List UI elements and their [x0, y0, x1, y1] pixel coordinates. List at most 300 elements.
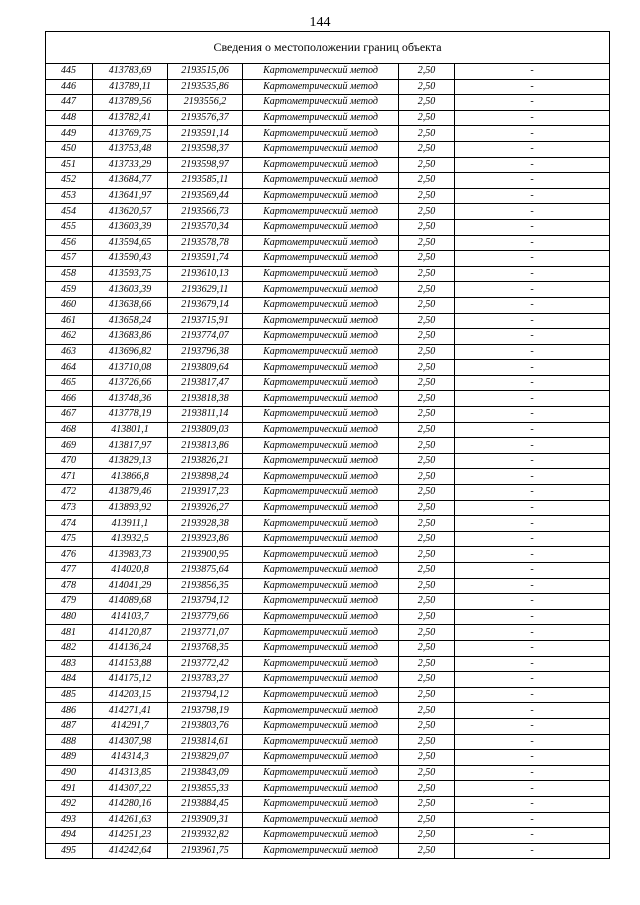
description-cell: - [455, 563, 610, 579]
method-cell: Картометрический метод [243, 204, 399, 220]
table-row [46, 578, 610, 594]
description-cell: - [455, 266, 610, 282]
description-cell: - [455, 703, 610, 719]
accuracy-cell: 2,50 [399, 266, 455, 282]
method-cell: Картометрический метод [243, 375, 399, 391]
boundary-coordinates-table [45, 31, 610, 859]
method-cell: Картометрический метод [243, 812, 399, 828]
description-cell: - [455, 79, 610, 95]
description-cell: - [455, 796, 610, 812]
method-cell: Картометрический метод [243, 469, 399, 485]
accuracy-cell: 2,50 [399, 781, 455, 797]
description-cell: - [455, 672, 610, 688]
accuracy-cell: 2,50 [399, 547, 455, 563]
table-row [46, 485, 610, 501]
description-cell: - [455, 718, 610, 734]
point-number-cell: 467 [46, 407, 93, 423]
point-number-cell: 454 [46, 204, 93, 220]
accuracy-cell: 2,50 [399, 750, 455, 766]
y-coordinate-cell: 2193794,12 [168, 594, 243, 610]
accuracy-cell: 2,50 [399, 563, 455, 579]
point-number-cell: 449 [46, 126, 93, 142]
x-coordinate-cell: 414291,7 [93, 718, 168, 734]
table-row [46, 204, 610, 220]
method-cell: Картометрический метод [243, 282, 399, 298]
table-row [46, 703, 610, 719]
method-cell: Картометрический метод [243, 64, 399, 80]
x-coordinate-cell: 414136,24 [93, 640, 168, 656]
description-cell: - [455, 173, 610, 189]
point-number-cell: 487 [46, 718, 93, 734]
y-coordinate-cell: 2193932,82 [168, 828, 243, 844]
method-cell: Картометрический метод [243, 95, 399, 111]
method-cell: Картометрический метод [243, 438, 399, 454]
accuracy-cell: 2,50 [399, 438, 455, 454]
x-coordinate-cell: 413593,75 [93, 266, 168, 282]
y-coordinate-cell: 2193884,45 [168, 796, 243, 812]
point-number-cell: 457 [46, 251, 93, 267]
point-number-cell: 455 [46, 219, 93, 235]
y-coordinate-cell: 2193679,14 [168, 297, 243, 313]
method-cell: Картометрический метод [243, 313, 399, 329]
description-cell: - [455, 141, 610, 157]
y-coordinate-cell: 2193961,75 [168, 843, 243, 859]
accuracy-cell: 2,50 [399, 765, 455, 781]
y-coordinate-cell: 2193814,61 [168, 734, 243, 750]
y-coordinate-cell: 2193591,14 [168, 126, 243, 142]
description-cell: - [455, 531, 610, 547]
x-coordinate-cell: 413789,56 [93, 95, 168, 111]
x-coordinate-cell: 414153,88 [93, 656, 168, 672]
point-number-cell: 447 [46, 95, 93, 111]
table-row [46, 329, 610, 345]
method-cell: Картометрический метод [243, 640, 399, 656]
accuracy-cell: 2,50 [399, 329, 455, 345]
accuracy-cell: 2,50 [399, 812, 455, 828]
x-coordinate-cell: 413801,1 [93, 422, 168, 438]
point-number-cell: 478 [46, 578, 93, 594]
description-cell: - [455, 438, 610, 454]
method-cell: Картометрический метод [243, 157, 399, 173]
y-coordinate-cell: 2193794,12 [168, 687, 243, 703]
method-cell: Картометрический метод [243, 500, 399, 516]
table-row [46, 375, 610, 391]
table-row [46, 563, 610, 579]
point-number-cell: 446 [46, 79, 93, 95]
point-number-cell: 451 [46, 157, 93, 173]
y-coordinate-cell: 2193591,74 [168, 251, 243, 267]
y-coordinate-cell: 2193809,64 [168, 360, 243, 376]
point-number-cell: 463 [46, 344, 93, 360]
point-number-cell: 470 [46, 453, 93, 469]
point-number-cell: 456 [46, 235, 93, 251]
y-coordinate-cell: 2193796,38 [168, 344, 243, 360]
y-coordinate-cell: 2193813,86 [168, 438, 243, 454]
y-coordinate-cell: 2193771,07 [168, 625, 243, 641]
accuracy-cell: 2,50 [399, 188, 455, 204]
method-cell: Картометрический метод [243, 547, 399, 563]
x-coordinate-cell: 413594,65 [93, 235, 168, 251]
table-row [46, 469, 610, 485]
table-row [46, 781, 610, 797]
table-row [46, 609, 610, 625]
x-coordinate-cell: 413829,13 [93, 453, 168, 469]
point-number-cell: 477 [46, 563, 93, 579]
description-cell: - [455, 687, 610, 703]
accuracy-cell: 2,50 [399, 79, 455, 95]
y-coordinate-cell: 2193783,27 [168, 672, 243, 688]
point-number-cell: 465 [46, 375, 93, 391]
accuracy-cell: 2,50 [399, 344, 455, 360]
accuracy-cell: 2,50 [399, 219, 455, 235]
table-row [46, 64, 610, 80]
point-number-cell: 495 [46, 843, 93, 859]
y-coordinate-cell: 2193826,21 [168, 453, 243, 469]
point-number-cell: 491 [46, 781, 93, 797]
description-cell: - [455, 391, 610, 407]
y-coordinate-cell: 2193768,35 [168, 640, 243, 656]
x-coordinate-cell: 413684,77 [93, 173, 168, 189]
method-cell: Картометрический метод [243, 219, 399, 235]
x-coordinate-cell: 413603,39 [93, 219, 168, 235]
table-row [46, 173, 610, 189]
point-number-cell: 458 [46, 266, 93, 282]
accuracy-cell: 2,50 [399, 407, 455, 423]
x-coordinate-cell: 414041,29 [93, 578, 168, 594]
method-cell: Картометрический метод [243, 656, 399, 672]
method-cell: Картометрический метод [243, 79, 399, 95]
y-coordinate-cell: 2193576,37 [168, 110, 243, 126]
table-row [46, 687, 610, 703]
accuracy-cell: 2,50 [399, 204, 455, 220]
table-row [46, 110, 610, 126]
x-coordinate-cell: 413769,75 [93, 126, 168, 142]
method-cell: Картометрический метод [243, 453, 399, 469]
x-coordinate-cell: 413733,29 [93, 157, 168, 173]
table-title: Сведения о местоположении границ объекта [46, 32, 610, 64]
table-row [46, 126, 610, 142]
table-row [46, 531, 610, 547]
table-row [46, 453, 610, 469]
table-row [46, 344, 610, 360]
table-row [46, 547, 610, 563]
accuracy-cell: 2,50 [399, 485, 455, 501]
x-coordinate-cell: 414314,3 [93, 750, 168, 766]
point-number-cell: 462 [46, 329, 93, 345]
table-row [46, 407, 610, 423]
description-cell: - [455, 329, 610, 345]
method-cell: Картометрический метод [243, 141, 399, 157]
method-cell: Картометрический метод [243, 750, 399, 766]
table-row [46, 828, 610, 844]
point-number-cell: 468 [46, 422, 93, 438]
x-coordinate-cell: 414271,41 [93, 703, 168, 719]
y-coordinate-cell: 2193798,19 [168, 703, 243, 719]
method-cell: Картометрический метод [243, 297, 399, 313]
x-coordinate-cell: 414089,68 [93, 594, 168, 610]
accuracy-cell: 2,50 [399, 157, 455, 173]
y-coordinate-cell: 2193629,11 [168, 282, 243, 298]
description-cell: - [455, 453, 610, 469]
description-cell: - [455, 656, 610, 672]
description-cell: - [455, 64, 610, 80]
table-row [46, 282, 610, 298]
y-coordinate-cell: 2193917,23 [168, 485, 243, 501]
description-cell: - [455, 235, 610, 251]
table-row [46, 391, 610, 407]
accuracy-cell: 2,50 [399, 469, 455, 485]
point-number-cell: 490 [46, 765, 93, 781]
accuracy-cell: 2,50 [399, 500, 455, 516]
table-row [46, 812, 610, 828]
y-coordinate-cell: 2193811,14 [168, 407, 243, 423]
description-cell: - [455, 110, 610, 126]
method-cell: Картометрический метод [243, 578, 399, 594]
x-coordinate-cell: 413696,82 [93, 344, 168, 360]
y-coordinate-cell: 2193570,34 [168, 219, 243, 235]
x-coordinate-cell: 413603,39 [93, 282, 168, 298]
x-coordinate-cell: 413866,8 [93, 469, 168, 485]
y-coordinate-cell: 2193772,42 [168, 656, 243, 672]
table-row [46, 765, 610, 781]
point-number-cell: 492 [46, 796, 93, 812]
x-coordinate-cell: 413658,24 [93, 313, 168, 329]
accuracy-cell: 2,50 [399, 672, 455, 688]
x-coordinate-cell: 413879,46 [93, 485, 168, 501]
point-number-cell: 494 [46, 828, 93, 844]
table-row [46, 266, 610, 282]
method-cell: Картометрический метод [243, 703, 399, 719]
method-cell: Картометрический метод [243, 422, 399, 438]
table-row [46, 235, 610, 251]
table-row [46, 79, 610, 95]
method-cell: Картометрический метод [243, 110, 399, 126]
x-coordinate-cell: 413789,11 [93, 79, 168, 95]
accuracy-cell: 2,50 [399, 360, 455, 376]
table-row [46, 422, 610, 438]
method-cell: Картометрический метод [243, 329, 399, 345]
table-row [46, 157, 610, 173]
accuracy-cell: 2,50 [399, 453, 455, 469]
x-coordinate-cell: 414120,87 [93, 625, 168, 641]
accuracy-cell: 2,50 [399, 656, 455, 672]
method-cell: Картометрический метод [243, 672, 399, 688]
x-coordinate-cell: 414251,23 [93, 828, 168, 844]
point-number-cell: 493 [46, 812, 93, 828]
accuracy-cell: 2,50 [399, 297, 455, 313]
point-number-cell: 445 [46, 64, 93, 80]
x-coordinate-cell: 414175,12 [93, 672, 168, 688]
description-cell: - [455, 219, 610, 235]
x-coordinate-cell: 413817,97 [93, 438, 168, 454]
point-number-cell: 453 [46, 188, 93, 204]
y-coordinate-cell: 2193515,06 [168, 64, 243, 80]
x-coordinate-cell: 413683,86 [93, 329, 168, 345]
accuracy-cell: 2,50 [399, 703, 455, 719]
accuracy-cell: 2,50 [399, 594, 455, 610]
point-number-cell: 486 [46, 703, 93, 719]
method-cell: Картометрический метод [243, 344, 399, 360]
point-number-cell: 472 [46, 485, 93, 501]
y-coordinate-cell: 2193923,86 [168, 531, 243, 547]
method-cell: Картометрический метод [243, 235, 399, 251]
description-cell: - [455, 625, 610, 641]
table-row [46, 625, 610, 641]
x-coordinate-cell: 413778,19 [93, 407, 168, 423]
point-number-cell: 475 [46, 531, 93, 547]
accuracy-cell: 2,50 [399, 313, 455, 329]
y-coordinate-cell: 2193926,27 [168, 500, 243, 516]
table-row [46, 734, 610, 750]
method-cell: Картометрический метод [243, 828, 399, 844]
description-cell: - [455, 204, 610, 220]
x-coordinate-cell: 413590,43 [93, 251, 168, 267]
y-coordinate-cell: 2193875,64 [168, 563, 243, 579]
method-cell: Картометрический метод [243, 781, 399, 797]
description-cell: - [455, 313, 610, 329]
point-number-cell: 489 [46, 750, 93, 766]
description-cell: - [455, 407, 610, 423]
x-coordinate-cell: 413726,66 [93, 375, 168, 391]
method-cell: Картометрический метод [243, 609, 399, 625]
description-cell: - [455, 251, 610, 267]
description-cell: - [455, 188, 610, 204]
accuracy-cell: 2,50 [399, 516, 455, 532]
accuracy-cell: 2,50 [399, 640, 455, 656]
description-cell: - [455, 516, 610, 532]
method-cell: Картометрический метод [243, 173, 399, 189]
y-coordinate-cell: 2193774,07 [168, 329, 243, 345]
method-cell: Картометрический метод [243, 765, 399, 781]
method-cell: Картометрический метод [243, 718, 399, 734]
x-coordinate-cell: 413620,57 [93, 204, 168, 220]
accuracy-cell: 2,50 [399, 64, 455, 80]
y-coordinate-cell: 2193898,24 [168, 469, 243, 485]
x-coordinate-cell: 413893,92 [93, 500, 168, 516]
table-row [46, 718, 610, 734]
table-row [46, 438, 610, 454]
accuracy-cell: 2,50 [399, 718, 455, 734]
description-cell: - [455, 734, 610, 750]
page-number: 144 [309, 15, 331, 30]
description-cell: - [455, 422, 610, 438]
y-coordinate-cell: 2193610,13 [168, 266, 243, 282]
table-row [46, 297, 610, 313]
accuracy-cell: 2,50 [399, 235, 455, 251]
description-cell: - [455, 828, 610, 844]
point-number-cell: 448 [46, 110, 93, 126]
x-coordinate-cell: 413782,41 [93, 110, 168, 126]
x-coordinate-cell: 414203,15 [93, 687, 168, 703]
accuracy-cell: 2,50 [399, 251, 455, 267]
description-cell: - [455, 282, 610, 298]
point-number-cell: 482 [46, 640, 93, 656]
description-cell: - [455, 500, 610, 516]
description-cell: - [455, 765, 610, 781]
point-number-cell: 471 [46, 469, 93, 485]
description-cell: - [455, 843, 610, 859]
y-coordinate-cell: 2193569,44 [168, 188, 243, 204]
point-number-cell: 488 [46, 734, 93, 750]
table-title-row [46, 32, 610, 64]
accuracy-cell: 2,50 [399, 828, 455, 844]
accuracy-cell: 2,50 [399, 141, 455, 157]
description-cell: - [455, 360, 610, 376]
method-cell: Картометрический метод [243, 531, 399, 547]
accuracy-cell: 2,50 [399, 95, 455, 111]
y-coordinate-cell: 2193855,33 [168, 781, 243, 797]
description-cell: - [455, 344, 610, 360]
x-coordinate-cell: 414103,7 [93, 609, 168, 625]
accuracy-cell: 2,50 [399, 110, 455, 126]
point-number-cell: 466 [46, 391, 93, 407]
description-cell: - [455, 95, 610, 111]
y-coordinate-cell: 2193598,37 [168, 141, 243, 157]
y-coordinate-cell: 2193856,35 [168, 578, 243, 594]
point-number-cell: 474 [46, 516, 93, 532]
table-row [46, 141, 610, 157]
method-cell: Картометрический метод [243, 625, 399, 641]
y-coordinate-cell: 2193598,97 [168, 157, 243, 173]
method-cell: Картометрический метод [243, 360, 399, 376]
description-cell: - [455, 547, 610, 563]
x-coordinate-cell: 413710,08 [93, 360, 168, 376]
y-coordinate-cell: 2193843,09 [168, 765, 243, 781]
table-row [46, 640, 610, 656]
y-coordinate-cell: 2193585,11 [168, 173, 243, 189]
method-cell: Картометрический метод [243, 594, 399, 610]
x-coordinate-cell: 414313,85 [93, 765, 168, 781]
point-number-cell: 476 [46, 547, 93, 563]
table-row [46, 219, 610, 235]
description-cell: - [455, 297, 610, 313]
description-cell: - [455, 375, 610, 391]
accuracy-cell: 2,50 [399, 625, 455, 641]
y-coordinate-cell: 2193818,38 [168, 391, 243, 407]
accuracy-cell: 2,50 [399, 578, 455, 594]
x-coordinate-cell: 413753,48 [93, 141, 168, 157]
table-row [46, 843, 610, 859]
y-coordinate-cell: 2193535,86 [168, 79, 243, 95]
description-cell: - [455, 157, 610, 173]
point-number-cell: 481 [46, 625, 93, 641]
y-coordinate-cell: 2193803,76 [168, 718, 243, 734]
point-number-cell: 479 [46, 594, 93, 610]
accuracy-cell: 2,50 [399, 282, 455, 298]
method-cell: Картометрический метод [243, 485, 399, 501]
y-coordinate-cell: 2193779,66 [168, 609, 243, 625]
accuracy-cell: 2,50 [399, 173, 455, 189]
table-row [46, 750, 610, 766]
table-row [46, 594, 610, 610]
y-coordinate-cell: 2193715,91 [168, 313, 243, 329]
point-number-cell: 452 [46, 173, 93, 189]
description-cell: - [455, 485, 610, 501]
x-coordinate-cell: 414020,8 [93, 563, 168, 579]
point-number-cell: 464 [46, 360, 93, 376]
description-cell: - [455, 750, 610, 766]
x-coordinate-cell: 413638,66 [93, 297, 168, 313]
table-row [46, 313, 610, 329]
description-cell: - [455, 578, 610, 594]
accuracy-cell: 2,50 [399, 531, 455, 547]
point-number-cell: 461 [46, 313, 93, 329]
accuracy-cell: 2,50 [399, 391, 455, 407]
y-coordinate-cell: 2193566,73 [168, 204, 243, 220]
y-coordinate-cell: 2193900,95 [168, 547, 243, 563]
accuracy-cell: 2,50 [399, 375, 455, 391]
method-cell: Картометрический метод [243, 563, 399, 579]
